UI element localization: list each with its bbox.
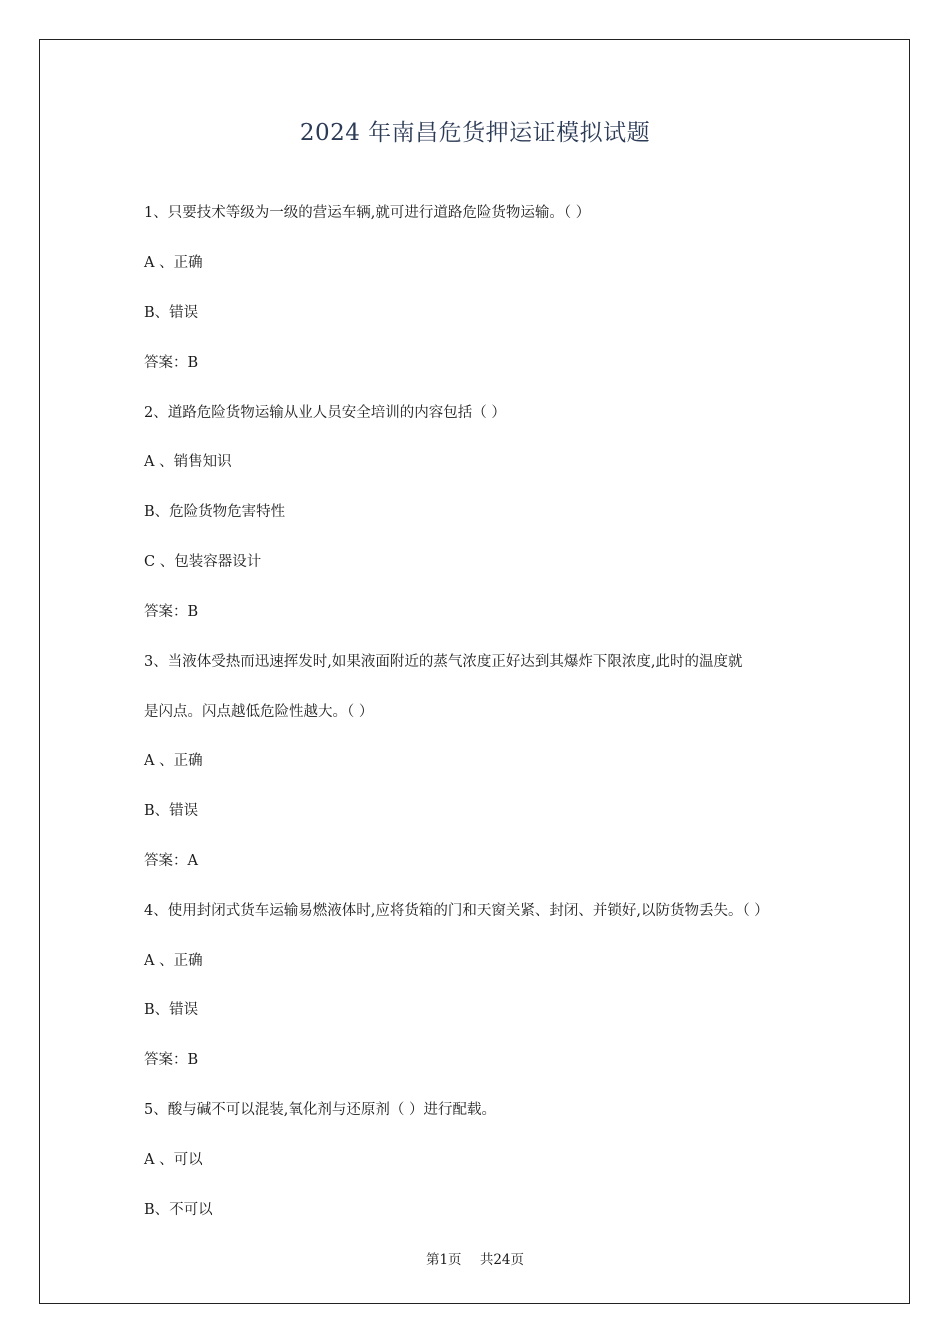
question-2-option-a: A 、销售知识	[144, 454, 232, 470]
question-3-option-b: B、错误	[144, 803, 199, 819]
question-1-option-b: B、错误	[144, 305, 199, 321]
question-2-option-b: B、危险货物危害特性	[144, 504, 286, 520]
question-4-option-b: B、错误	[144, 1002, 199, 1018]
question-2-option-c: C 、包装容器设计	[144, 554, 262, 570]
question-3-answer: 答案：A	[144, 853, 198, 869]
page-number: 第1页	[425, 1252, 462, 1268]
question-2-text: 2、道路危险货物运输从业人员安全培训的内容包括（ ）	[144, 405, 506, 421]
question-5-text: 5、酸与碱不可以混装,氧化剂与还原剂（ ）进行配载。	[144, 1102, 496, 1118]
question-5-option-a: A 、可以	[144, 1152, 203, 1168]
question-5-option-b: B、不可以	[144, 1202, 213, 1218]
question-1-answer: 答案：B	[144, 355, 199, 371]
document-title: 2024 年南昌危货押运证模拟试题	[299, 120, 651, 146]
question-3-text-line-2: 是闪点。闪点越低危险性越大。（ ）	[144, 704, 374, 720]
page-footer	[0, 1248, 950, 1268]
question-1-text: 1、只要技术等级为一级的营运车辆,就可进行道路危险货物运输。（ ）	[144, 205, 591, 221]
question-2-answer: 答案：B	[144, 604, 199, 620]
question-4-text: 4、使用封闭式货车运输易燃液体时,应将货箱的门和天窗关紧、封闭、并锁好,以防货物丢失。（ ）	[144, 903, 769, 919]
question-3-option-a: A 、正确	[144, 753, 203, 769]
total-pages: 共24页	[479, 1252, 525, 1268]
question-4-option-a: A 、正确	[144, 953, 203, 969]
question-3-text-line-1: 3、当液体受热而迅速挥发时,如果液面附近的蒸气浓度正好达到其爆炸下限浓度,此时的温度就	[144, 654, 743, 670]
question-4-answer: 答案：B	[144, 1052, 199, 1068]
question-1-option-a: A 、正确	[144, 255, 203, 271]
